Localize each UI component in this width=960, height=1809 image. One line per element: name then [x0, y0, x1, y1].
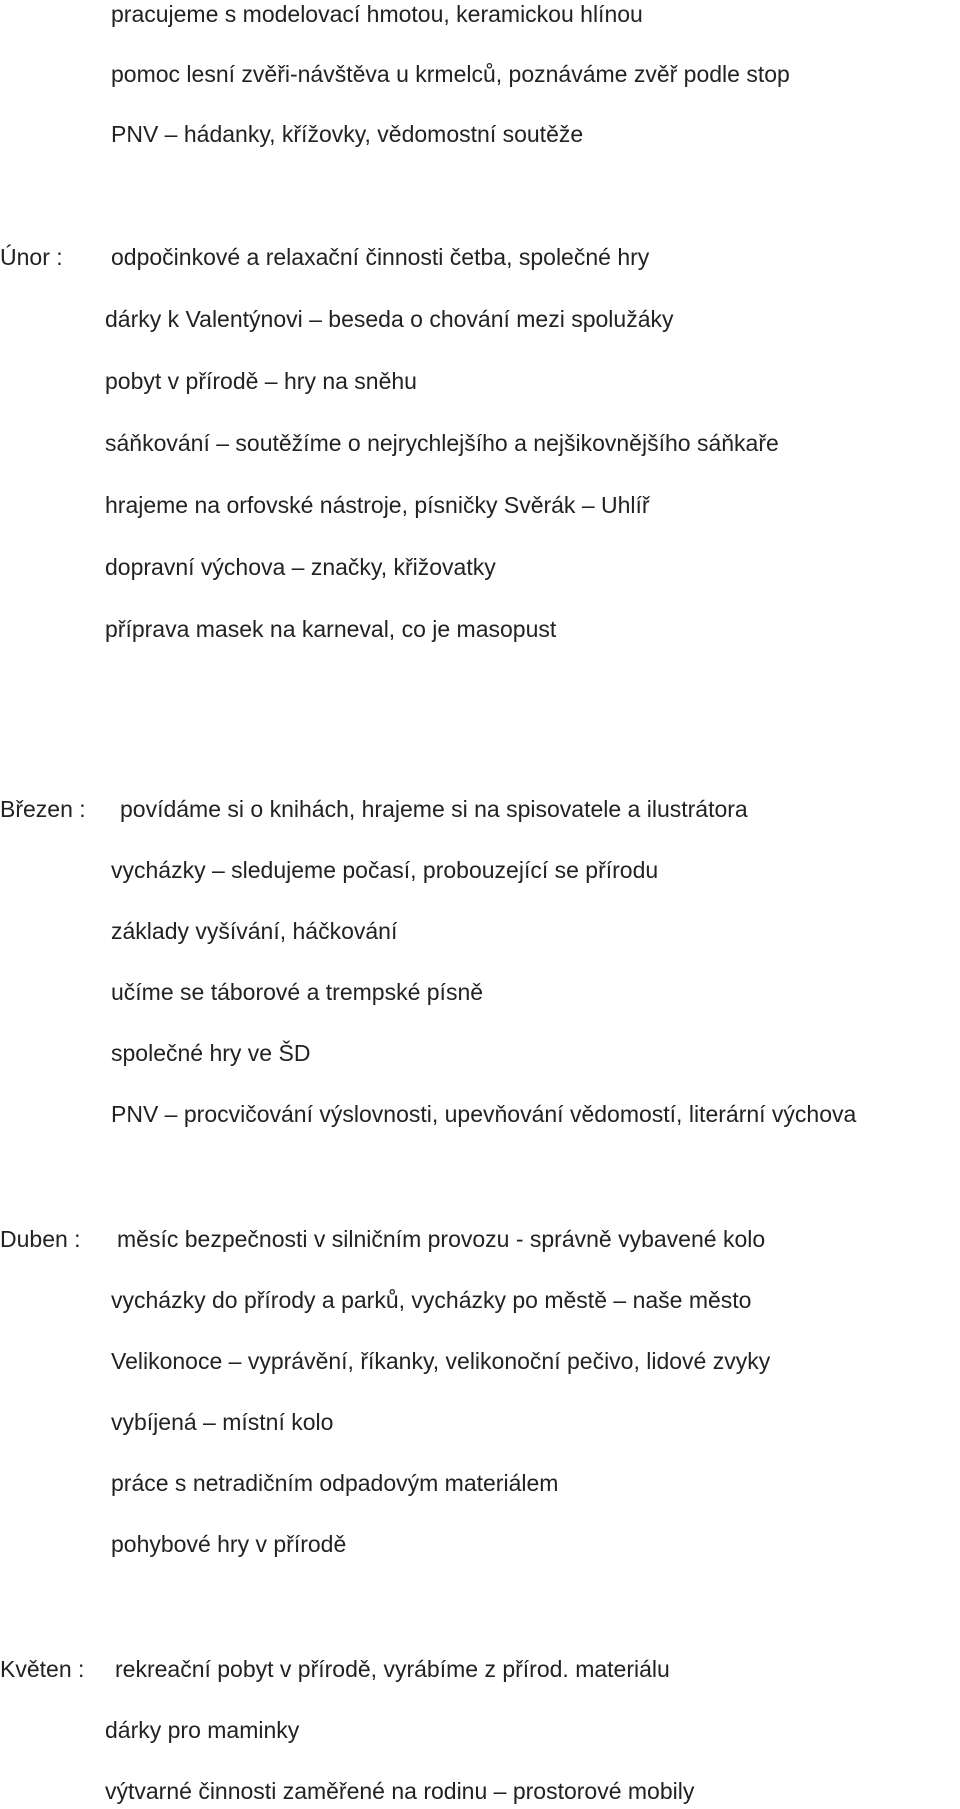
activity-item: hrajeme na orfovské nástroje, písničky Svěrák – Uhlíř	[105, 492, 650, 518]
activity-item: dárky k Valentýnovi – beseda o chování mezi spolužáky	[105, 306, 674, 332]
activity-item: pomoc lesní zvěři-návštěva u krmelců, poznáváme zvěř podle stop	[111, 61, 790, 87]
activity-item: pracujeme s modelovací hmotou, keramickou hlínou	[111, 1, 643, 27]
activity-item: Velikonoce – vyprávění, říkanky, velikonoční pečivo, lidové zvyky	[111, 1348, 771, 1374]
activity-item: PNV – procvičování výslovnosti, upevňování vědomostí, literární výchova	[111, 1101, 857, 1127]
activity-item: měsíc bezpečnosti v silničním provozu - správně vybavené kolo	[117, 1226, 766, 1252]
activity-item: základy vyšívání, háčkování	[111, 918, 398, 944]
activity-item: společné hry ve ŠD	[111, 1040, 311, 1066]
month-label: Březen :	[0, 796, 86, 822]
activity-item: příprava masek na karneval, co je masopust	[105, 616, 557, 642]
activity-item: odpočinkové a relaxační činnosti četba, společné hry	[111, 244, 650, 270]
month-label: Duben :	[0, 1226, 81, 1252]
month-label: Únor :	[0, 244, 63, 270]
activity-item: práce s netradičním odpadovým materiálem	[111, 1470, 559, 1496]
activity-item: dopravní výchova – značky, křižovatky	[105, 554, 496, 580]
activity-item: vycházky do přírody a parků, vycházky po městě – naše město	[111, 1287, 752, 1313]
activity-item: pobyt v přírodě – hry na sněhu	[105, 368, 417, 394]
activity-item: PNV – hádanky, křížovky, vědomostní soutěže	[111, 121, 584, 147]
activity-item: vybíjená – místní kolo	[111, 1409, 334, 1435]
activity-item: povídáme si o knihách, hrajeme si na spisovatele a ilustrátora	[120, 796, 748, 822]
activity-item: sáňkování – soutěžíme o nejrychlejšího a nejšikovnějšího sáňkaře	[105, 430, 779, 456]
month-label: Květen :	[0, 1656, 85, 1682]
activity-item: učíme se táborové a trempské písně	[111, 979, 484, 1005]
activity-item: rekreační pobyt v přírodě, vyrábíme z přírod. materiálu	[115, 1656, 670, 1682]
activity-item: dárky pro maminky	[105, 1717, 300, 1743]
activity-item: výtvarné činnosti zaměřené na rodinu – prostorové mobily	[105, 1778, 695, 1804]
activity-item: vycházky – sledujeme počasí, probouzející se přírodu	[111, 857, 659, 883]
activity-item: pohybové hry v přírodě	[111, 1531, 347, 1557]
